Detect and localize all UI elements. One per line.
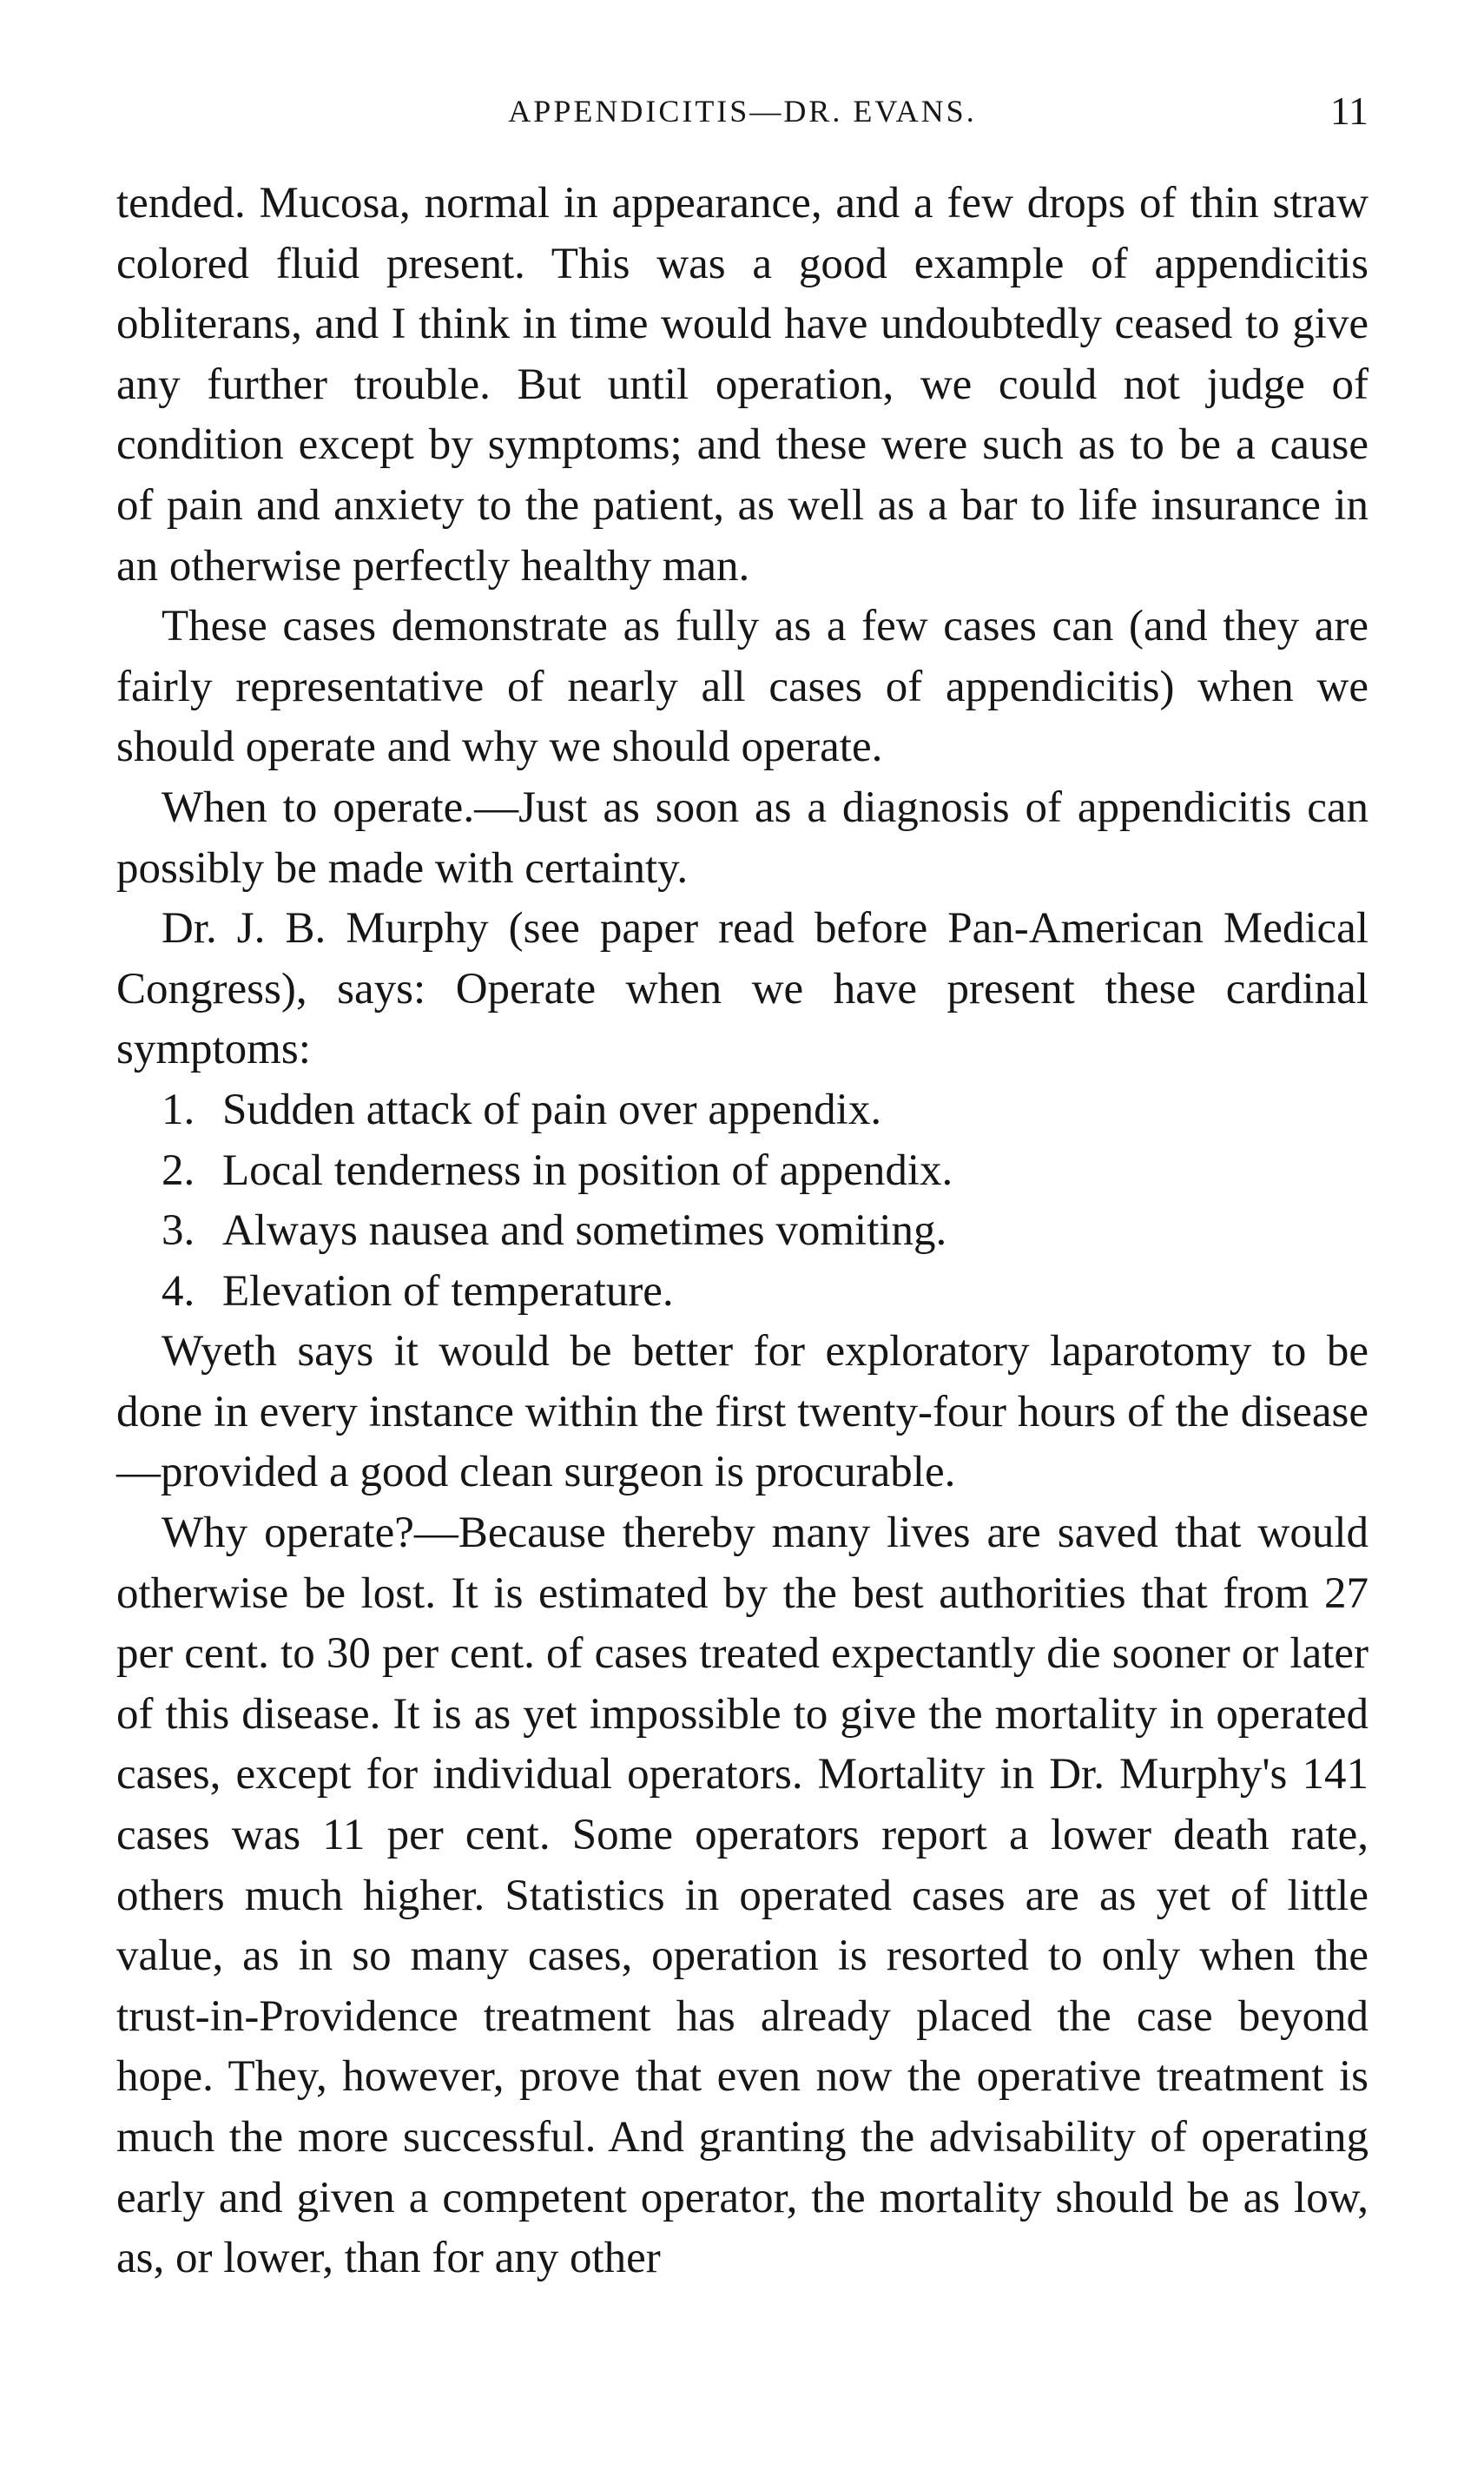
paragraph-why-operate: Why operate?—Because thereby many lives are saved that would otherwise be lost. It is estimated by the best authorities that from 27 per cent. to 30 per cent. of cases treated expectantly die sooner or later of this disease. It is as yet impossible to give the mortality in operated cases, except for individual operators. Mortality in Dr. Murphy's 141 cases was 11 per cent. Some operators report a lower death rate, others much higher. Statistics in operated cases are as yet of little value, as in so many cases, operation is resorted to only when the trust-in-Providence treatment has already placed the case beyond hope. They, however, prove that even now the operative treatment is much the more successful. And granting the advisability of operating early and given a competent operator, the mortality should be as low, as, or lower, than for any other xyxy=(116,1509,1369,2283)
list-item-text: Always nausea and sometimes vomiting. xyxy=(222,1206,947,1256)
list-item xyxy=(116,1201,1369,1262)
running-head xyxy=(116,85,1369,137)
paragraph-continued: tended. Mucosa, normal in appearance, and a few drops of thin straw colored fluid present. This was a good example of appendicitis obliterans, and I think in time would have undoubtedly ceased to give any further trouble. But until operation, we could not judge of condition except by symptoms; and these were such as to be a cause of pain and anxiety to the patient, as well as a bar to life insurance in an otherwise perfectly healthy man. xyxy=(116,179,1369,591)
list-item-number: 2. xyxy=(162,1146,195,1195)
paragraph-murphy: Dr. J. B. Murphy (see paper read before Pan-American Medical Congress), says: Operate when we have present these cardinal symptoms: xyxy=(116,904,1369,1074)
page-number: 11 xyxy=(1329,89,1369,133)
body-text xyxy=(116,174,1369,2289)
list-item xyxy=(116,1141,1369,1202)
paragraph-when-to-operate: When to operate.—Just as soon as a diagnosis of appendicitis can possibly be made with certainty. xyxy=(116,782,1369,893)
symptom-list xyxy=(116,1080,1369,1322)
list-item xyxy=(116,1080,1369,1141)
paragraph-wyeth: Wyeth says it would be better for exploratory laparotomy to be done in every instance within the first twenty-four hours of the disease—provided a good clean surgeon is procurable. xyxy=(116,1327,1369,1497)
running-head-title: APPENDICITIS—DR. EVANS. xyxy=(508,94,977,129)
list-item-text: Sudden attack of pain over appendix. xyxy=(222,1085,882,1134)
list-item-number: 1. xyxy=(162,1085,195,1134)
paragraph: These cases demonstrate as fully as a few cases can (and they are fairly representative of nearly all cases of appendicitis) when we should operate and why we should operate. xyxy=(116,602,1369,772)
list-item-text: Local tenderness in position of appendix. xyxy=(222,1146,953,1195)
list-item xyxy=(116,1262,1369,1323)
list-item-text: Elevation of temperature. xyxy=(222,1266,674,1316)
list-item-number: 3. xyxy=(162,1206,195,1256)
list-item-number: 4. xyxy=(162,1266,195,1316)
